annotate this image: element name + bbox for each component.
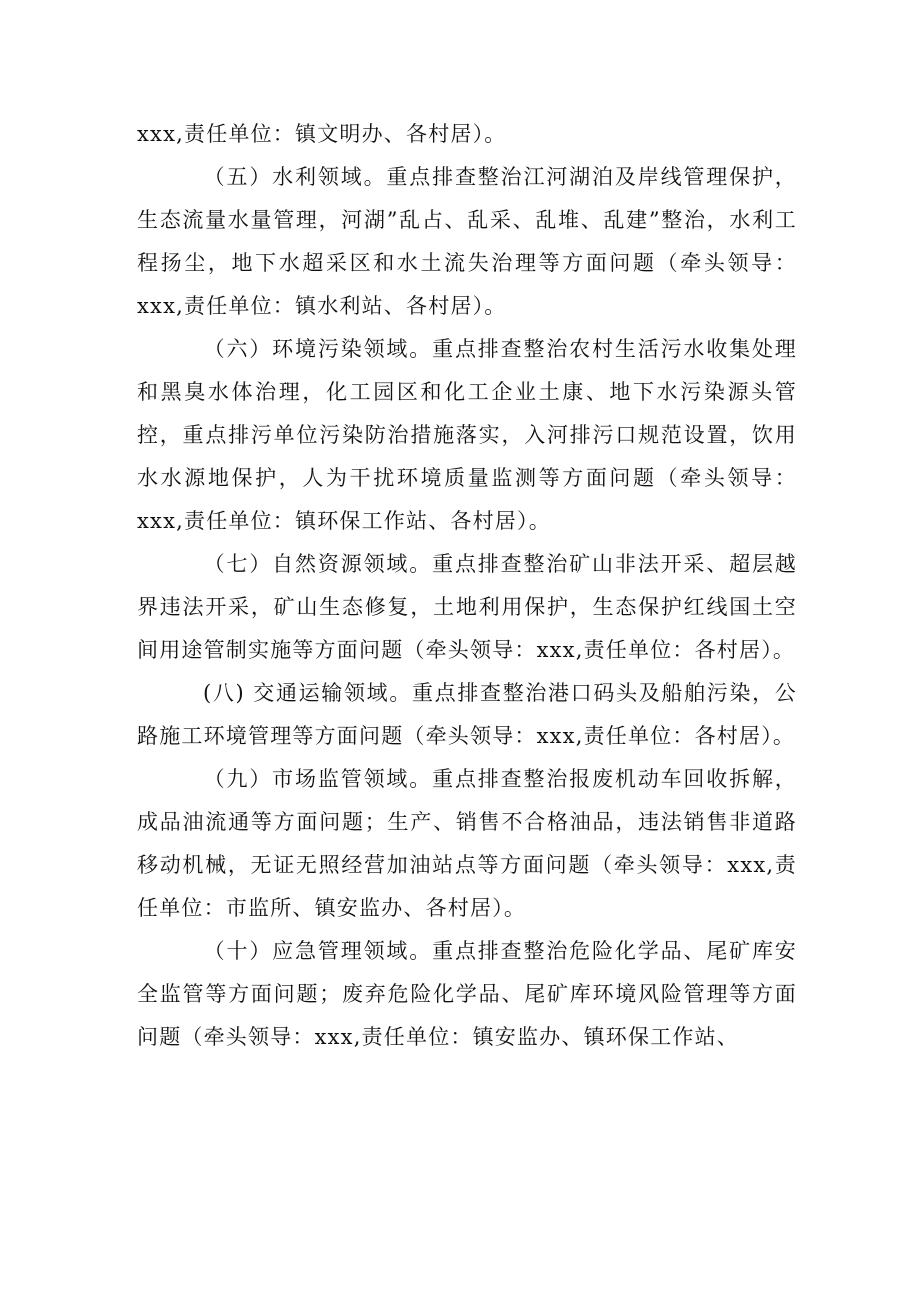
paragraph-text: （九）市场监管领域。重点排查整治报废机动车回收拆解，成品油流通等方面问题；生产、销售不合格油品，违法销售非道路移动机械，无证无照经营加油站点等方面问题（牵头领导：xxx,责任单位：市监所、镇安监办、各村居）。 xyxy=(137,767,797,920)
paragraph-text: （五）水利领域。重点排查整治江河湖泊及岸线管理保护，生态流量水量管理，河湖”乱占、乱采、乱堆、乱建”整治，水利工程扬尘，地下水超采区和水土流失治理等方面问题（牵头领导：xxx,责任单位：镇水利站、各村居）。 xyxy=(137,165,797,318)
paragraph-text: （七）自然资源领域。重点排查整治矿山非法开采、超层越界违法开采，矿山生态修复，土地利用保护，生态保护红线国土空间用途管制实施等方面问题（牵头领导：xxx,责任单位：各村居）。 xyxy=(137,552,797,662)
paragraph-text: （十）应急管理领域。重点排查整治危险化学品、尾矿库安全监管等方面问题；废弃危险化学品、尾矿库环境风险管理等方面问题（牵头领导：xxx,责任单位：镇安监办、镇环保工作站、 xyxy=(137,939,797,1049)
document-body xyxy=(137,113,797,1059)
paragraph-environmental-pollution xyxy=(137,328,797,543)
paragraph-text: (八) 交通运输领域。重点排查整治港口码头及船舶污染，公路施工环境管理等方面问题（牵头领导：xxx,责任单位：各村居）。 xyxy=(137,681,797,748)
paragraph-market-supervision xyxy=(137,758,797,930)
paragraph-continuation xyxy=(137,113,797,156)
paragraph-water-conservancy xyxy=(137,156,797,328)
paragraph-transportation xyxy=(137,672,797,758)
paragraph-text: （六）环境污染领域。重点排查整治农村生活污水收集处理和黑臭水体治理，化工园区和化工企业土康、地下水污染源头管控，重点排污单位污染防治措施落实，入河排污口规范设置，饮用水水源地保护，人为干扰环境质量监测等方面问题（牵头领导：xxx,责任单位：镇环保工作站、各村居）。 xyxy=(137,337,797,533)
paragraph-text: xxx,责任单位：镇文明办、各村居）。 xyxy=(137,122,507,146)
paragraph-emergency-management xyxy=(137,930,797,1059)
paragraph-natural-resources xyxy=(137,543,797,672)
